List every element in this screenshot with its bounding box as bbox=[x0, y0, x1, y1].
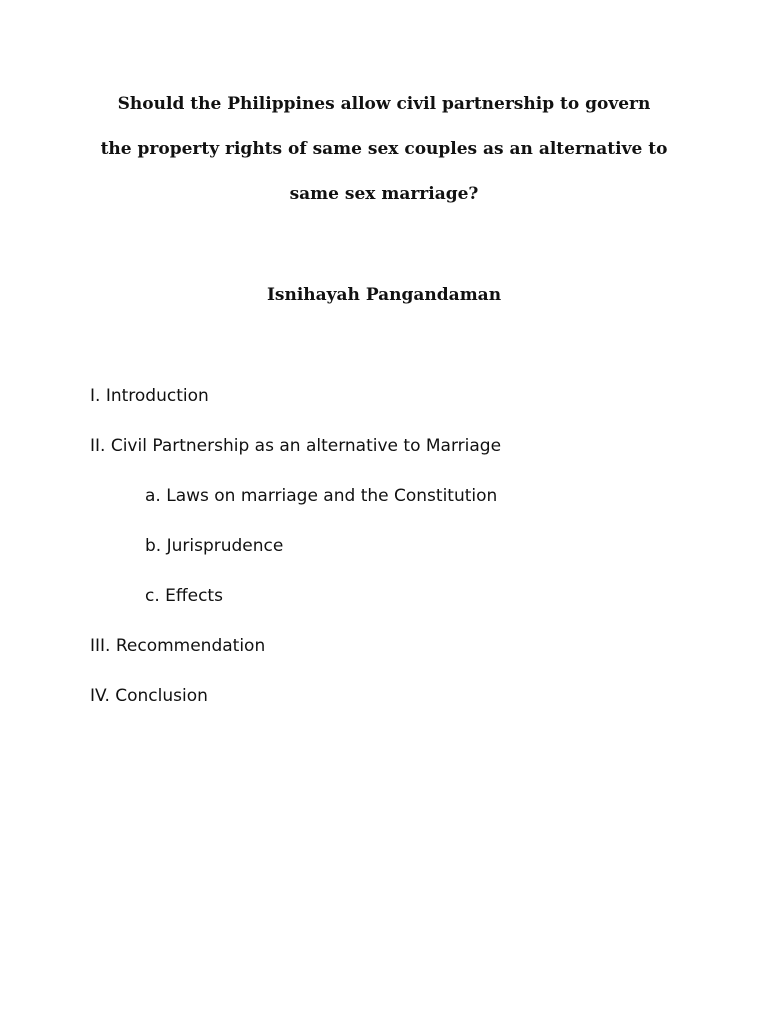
outline-item-introduction: I. Introduction bbox=[90, 386, 209, 406]
outline-subitem-effects: c. Effects bbox=[145, 586, 223, 606]
outline-item-civil-partnership: II. Civil Partnership as an alternative to Marriage bbox=[90, 436, 502, 456]
title-line: the property rights of same sex couples as an alternative to bbox=[100, 139, 668, 159]
outline-subitem-jurisprudence: b. Jurisprudence bbox=[145, 536, 284, 556]
outline-item-conclusion: IV. Conclusion bbox=[90, 686, 208, 706]
outline-subitem-laws: a. Laws on marriage and the Constitution bbox=[145, 486, 498, 506]
author-name: Isnihayah Pangandaman bbox=[266, 285, 502, 305]
outline-item-recommendation: III. Recommendation bbox=[90, 636, 266, 656]
title-line: same sex marriage? bbox=[289, 184, 479, 204]
title-line: Should the Philippines allow civil partnership to govern bbox=[117, 94, 651, 114]
document-title bbox=[0, 88, 768, 223]
outline-list bbox=[90, 382, 501, 732]
